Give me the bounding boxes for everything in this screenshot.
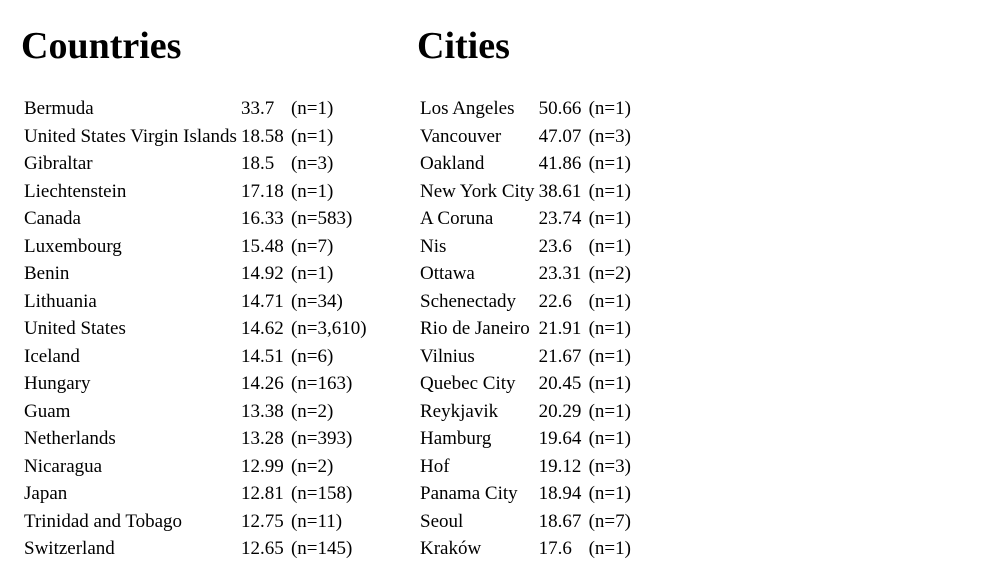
row-score: 21.91 — [538, 318, 582, 340]
row-name: Vilnius — [420, 345, 475, 367]
row-name: Nicaragua — [24, 455, 103, 477]
table-row — [23, 178, 368, 206]
row-name: Japan — [24, 483, 68, 505]
row-count: (n=393) — [290, 428, 353, 450]
table-row — [23, 260, 368, 288]
table-row — [419, 205, 632, 233]
row-value — [240, 205, 368, 233]
row-score: 22.6 — [538, 290, 572, 312]
table-row — [23, 398, 368, 426]
row-count: (n=2) — [588, 263, 631, 285]
row-name: Schenectady — [420, 290, 517, 312]
row-count: (n=1) — [588, 318, 631, 340]
row-name: Reykjavik — [420, 400, 499, 422]
table-row — [419, 95, 632, 123]
table-row — [23, 288, 368, 316]
row-count: (n=3) — [588, 125, 631, 147]
row-count: (n=145) — [290, 538, 353, 560]
row-count: (n=1) — [588, 400, 631, 422]
row-count: (n=7) — [290, 235, 334, 257]
row-name: United States — [24, 318, 126, 340]
row-score: 13.28 — [240, 428, 284, 450]
row-score: 38.61 — [538, 180, 582, 202]
row-value — [240, 508, 368, 536]
row-score: 41.86 — [538, 153, 582, 175]
row-value — [538, 150, 632, 178]
table-row — [23, 370, 368, 398]
table-row — [23, 233, 368, 261]
row-name: Hamburg — [420, 428, 492, 450]
row-score: 18.67 — [538, 510, 582, 532]
row-score: 14.62 — [240, 318, 284, 340]
row-name: Iceland — [24, 345, 80, 367]
row-count: (n=3,610) — [290, 318, 367, 340]
row-count: (n=163) — [290, 373, 353, 395]
row-name: Hungary — [24, 373, 91, 395]
cities-heading: Cities — [417, 25, 510, 67]
row-name: Rio de Janeiro — [420, 318, 530, 340]
row-value — [538, 260, 632, 288]
row-value — [240, 453, 368, 481]
row-count: (n=7) — [588, 510, 631, 532]
table-row — [419, 123, 632, 151]
row-value — [538, 205, 632, 233]
countries-table-body — [23, 95, 368, 563]
cities-table — [417, 95, 634, 563]
row-count: (n=6) — [290, 345, 334, 367]
row-name: Switzerland — [24, 538, 115, 560]
row-score: 19.12 — [538, 455, 582, 477]
row-value — [240, 95, 368, 123]
row-value — [538, 370, 632, 398]
row-score: 13.38 — [240, 400, 284, 422]
row-score: 47.07 — [538, 125, 582, 147]
table-row — [419, 370, 632, 398]
row-count: (n=3) — [588, 455, 631, 477]
row-count: (n=1) — [588, 290, 631, 312]
row-count: (n=1) — [588, 235, 631, 257]
row-name: Hof — [420, 455, 450, 477]
table-row — [419, 315, 632, 343]
row-count: (n=1) — [290, 125, 334, 147]
row-value — [240, 370, 368, 398]
row-name: Bermuda — [24, 98, 94, 120]
row-value — [240, 480, 368, 508]
table-row — [419, 535, 632, 563]
row-value — [240, 233, 368, 261]
row-value — [538, 398, 632, 426]
table-row — [23, 480, 368, 508]
row-value — [240, 315, 368, 343]
table-row — [23, 535, 368, 563]
row-count: (n=1) — [588, 153, 631, 175]
row-name: Vancouver — [420, 125, 502, 147]
row-value — [538, 535, 632, 563]
row-count: (n=1) — [290, 180, 334, 202]
row-score: 18.58 — [240, 125, 284, 147]
table-row — [23, 205, 368, 233]
row-score: 14.51 — [240, 345, 284, 367]
row-name: Los Angeles — [420, 98, 515, 120]
table-row — [23, 315, 368, 343]
row-name: Luxembourg — [24, 235, 122, 257]
table-row — [23, 150, 368, 178]
row-value — [538, 123, 632, 151]
row-count: (n=1) — [588, 538, 631, 560]
table-row — [419, 288, 632, 316]
row-value — [538, 480, 632, 508]
row-count: (n=583) — [290, 208, 353, 230]
row-score: 50.66 — [538, 98, 582, 120]
row-count: (n=2) — [290, 400, 334, 422]
row-count: (n=1) — [290, 263, 334, 285]
countries-heading: Countries — [21, 25, 182, 67]
row-count: (n=1) — [588, 208, 631, 230]
table-row — [419, 260, 632, 288]
row-score: 21.67 — [538, 345, 582, 367]
row-name: Trinidad and Tobago — [24, 510, 183, 532]
table-row — [23, 508, 368, 536]
table-row — [23, 343, 368, 371]
row-name: Netherlands — [24, 428, 116, 450]
row-value — [538, 508, 632, 536]
table-row — [419, 398, 632, 426]
row-name: Gibraltar — [24, 153, 93, 175]
table-row — [419, 425, 632, 453]
row-score: 20.29 — [538, 400, 582, 422]
table-row — [419, 453, 632, 481]
row-score: 14.26 — [240, 373, 284, 395]
row-count: (n=1) — [588, 180, 631, 202]
row-score: 20.45 — [538, 373, 582, 395]
row-value — [240, 535, 368, 563]
row-count: (n=158) — [290, 483, 353, 505]
row-name: Benin — [24, 263, 70, 285]
row-value — [538, 288, 632, 316]
row-count: (n=1) — [588, 373, 631, 395]
row-name: Panama City — [420, 483, 518, 505]
row-score: 12.81 — [240, 483, 284, 505]
row-name: A Coruna — [420, 208, 494, 230]
table-row — [23, 95, 368, 123]
row-value — [240, 260, 368, 288]
row-value — [538, 425, 632, 453]
row-count: (n=34) — [290, 290, 343, 312]
table-row — [419, 150, 632, 178]
row-count: (n=1) — [588, 483, 631, 505]
row-score: 12.99 — [240, 455, 284, 477]
row-value — [240, 178, 368, 206]
row-name: Seoul — [420, 510, 464, 532]
row-score: 18.94 — [538, 483, 582, 505]
row-count: (n=1) — [588, 98, 631, 120]
row-name: Lithuania — [24, 290, 97, 312]
row-name: United States Virgin Islands — [24, 125, 237, 147]
row-score: 15.48 — [240, 235, 284, 257]
row-count: (n=1) — [588, 428, 631, 450]
table-row — [419, 178, 632, 206]
row-value — [240, 425, 368, 453]
row-score: 14.92 — [240, 263, 284, 285]
row-score: 23.31 — [538, 263, 582, 285]
row-count: (n=2) — [290, 455, 334, 477]
row-score: 17.18 — [240, 180, 284, 202]
row-score: 23.6 — [538, 235, 572, 257]
row-count: (n=3) — [290, 153, 334, 175]
row-value — [240, 150, 368, 178]
row-name: Liechtenstein — [24, 180, 127, 202]
row-score: 12.65 — [240, 538, 284, 560]
row-score: 19.64 — [538, 428, 582, 450]
table-row — [419, 508, 632, 536]
row-count: (n=1) — [290, 98, 334, 120]
row-name: Kraków — [420, 538, 482, 560]
row-value — [538, 233, 632, 261]
countries-table — [21, 95, 370, 563]
row-score: 18.5 — [240, 153, 275, 175]
table-row — [23, 425, 368, 453]
row-score: 12.75 — [240, 510, 284, 532]
row-value — [240, 123, 368, 151]
row-value — [240, 398, 368, 426]
row-score: 23.74 — [538, 208, 582, 230]
row-name: New York City — [420, 180, 535, 202]
row-score: 17.6 — [538, 538, 572, 560]
row-count: (n=1) — [588, 345, 631, 367]
row-name: Oakland — [420, 153, 485, 175]
row-name: Guam — [24, 400, 71, 422]
table-row — [23, 123, 368, 151]
row-score: 33.7 — [240, 98, 275, 120]
row-value — [538, 453, 632, 481]
table-row — [419, 480, 632, 508]
row-name: Quebec City — [420, 373, 516, 395]
row-value — [240, 288, 368, 316]
table-row — [419, 343, 632, 371]
row-name: Canada — [24, 208, 81, 230]
table-row — [23, 453, 368, 481]
cities-table-body — [419, 95, 632, 563]
row-value — [538, 178, 632, 206]
table-row — [419, 233, 632, 261]
row-value — [538, 315, 632, 343]
row-value — [538, 95, 632, 123]
row-value — [240, 343, 368, 371]
row-count: (n=11) — [290, 510, 343, 532]
row-value — [538, 343, 632, 371]
row-score: 14.71 — [240, 290, 284, 312]
row-score: 16.33 — [240, 208, 284, 230]
row-name: Ottawa — [420, 263, 475, 285]
row-name: Nis — [420, 235, 447, 257]
